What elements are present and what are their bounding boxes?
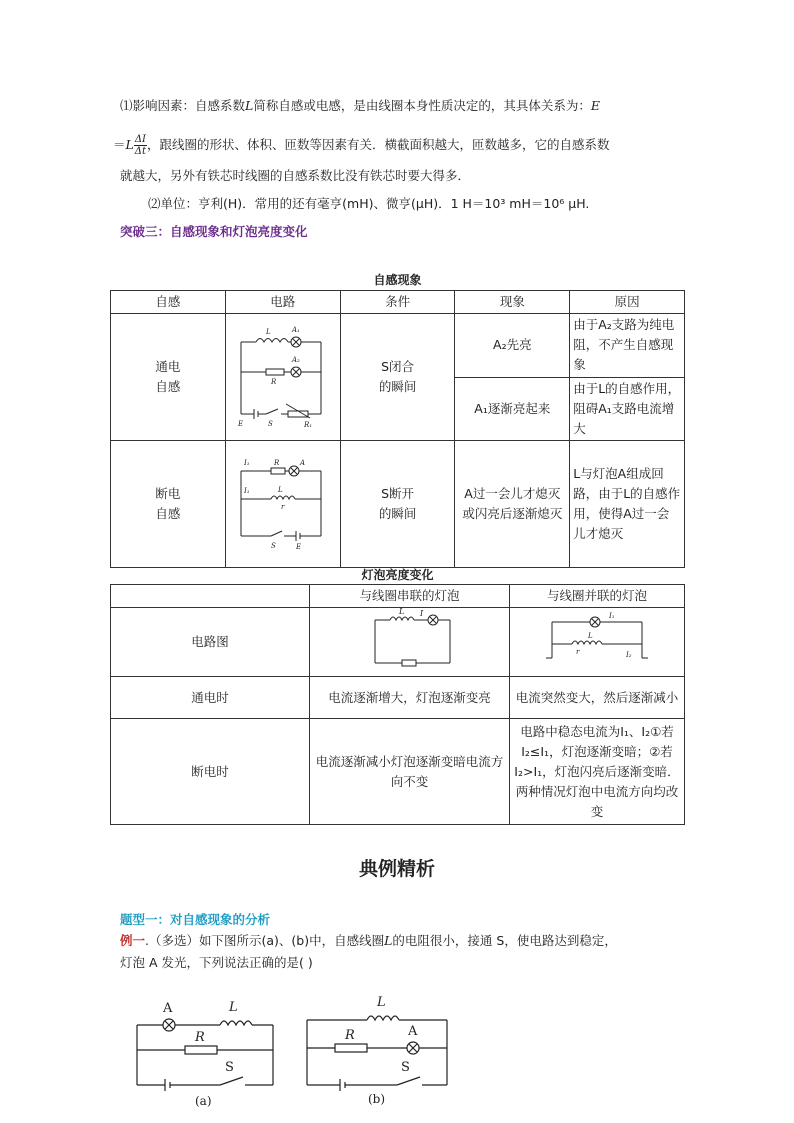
example-figures: [125, 995, 455, 1110]
label-L: L: [588, 632, 594, 640]
condition-open: S断开 的瞬间: [340, 441, 455, 568]
type-title: 题型一：对自感现象的分析: [120, 912, 271, 927]
circuit-power-off-cell: [225, 441, 340, 568]
col-header: 条件: [340, 291, 455, 314]
table1-title: 自感现象: [373, 273, 422, 287]
series-power-off: 电流逐渐减小灯泡逐渐变暗电流方向不变: [310, 719, 510, 825]
fig-a-label-A: A: [163, 1001, 173, 1016]
label-S: S: [271, 542, 277, 550]
cause-a2: 由于A₂支路为纯电阻，不产生自感现象: [570, 314, 685, 378]
circuit-power-on-cell: [225, 314, 340, 441]
col-header: 与线圈并联的灯泡: [509, 585, 684, 608]
fraction-denominator: Δt: [134, 146, 147, 157]
circuit-power-off-diagram: [226, 441, 339, 561]
brightness-table: [110, 584, 685, 825]
fig-b-caption: (b): [368, 1092, 386, 1106]
intro-text: ，跟线圈的形状、体积、匝数等因素有关．横截面积越大，匝数越多，它的自感系数: [147, 137, 610, 152]
label-I1: I₁: [244, 459, 250, 467]
intro-paragraph-2: [113, 134, 683, 157]
cause-a1: 由于L的自感作用，阻碍A₁支路电流增大: [570, 377, 685, 441]
example-text: 灯泡 A 发光，下列说法正确的是( ): [120, 955, 313, 970]
row-type-power-on: 通电 自感: [111, 314, 226, 441]
col-header: [111, 585, 310, 608]
label-r: r: [576, 648, 580, 656]
phenomenon-a2: A₂先亮: [455, 314, 570, 378]
series-power-on: 电流逐渐增大，灯泡逐渐变亮: [310, 677, 510, 719]
fig-a-caption: (a): [195, 1094, 212, 1108]
series-circuit-diagram: [310, 608, 508, 670]
label-S: S: [268, 420, 274, 428]
parallel-circuit-cell: [509, 608, 684, 677]
intro-paragraph-4: ⑵单位：亨利(H)．常用的还有毫亨(mH)、微亨(μH)．1 H＝10³ mH＝10⁶ μH.: [148, 196, 590, 211]
fig-b-label-L: L: [377, 995, 386, 1010]
table2-title: 灯泡亮度变化: [361, 568, 434, 582]
phenomenon-a1: A₁逐渐亮起来: [455, 377, 570, 441]
condition-close: S闭合 的瞬间: [340, 314, 455, 441]
intro-text: 简称自感或电感，是由线圈本身性质决定的，其具体关系为：: [253, 98, 591, 113]
fig-b-label-S: S: [401, 1060, 410, 1075]
symbol-L: L: [384, 933, 393, 948]
label-A1: A₁: [292, 326, 301, 334]
label-R: R: [274, 459, 280, 467]
fig-a-label-R: R: [195, 1030, 205, 1045]
label-I1: I₁: [609, 612, 616, 620]
label-E: E: [238, 420, 244, 428]
phenomenon-off: A过一会儿才熄灭或闪亮后逐渐熄灭: [455, 441, 570, 568]
example-text: .（多选）如下图所示(a)、(b)中，自感线圈: [145, 933, 385, 948]
col-header: 原因: [570, 291, 685, 314]
label-R: R: [271, 378, 277, 386]
fraction-numerator: ΔI: [134, 134, 146, 145]
label-L: L: [399, 608, 405, 616]
fig-b-label-A: A: [408, 1024, 418, 1039]
fig-a-label-S: S: [225, 1060, 234, 1075]
label-r: r: [281, 503, 285, 511]
row-label: 断电时: [111, 719, 310, 825]
col-header: 自感: [111, 291, 226, 314]
intro-paragraph-3: 就越大，另外有铁芯时线圈的自感系数比没有铁芯时要大得多．: [120, 168, 471, 183]
label-A: A: [300, 459, 306, 467]
intro-paragraph-1: [120, 96, 690, 116]
circuit-power-on-diagram: [226, 314, 339, 434]
section-title: 突破三：自感现象和灯泡亮度变化: [120, 224, 308, 239]
col-header: 电路: [225, 291, 340, 314]
col-header: 与线圈串联的灯泡: [310, 585, 510, 608]
fig-a-label-L: L: [229, 1000, 238, 1015]
cause-off: L与灯泡A组成回路，由于L的自感作用，使得A过一会儿才熄灭: [570, 441, 685, 568]
label-I: I: [420, 609, 424, 618]
main-title: 典例精析: [358, 858, 435, 880]
label-L: L: [278, 486, 283, 494]
example-label: 例一: [120, 933, 146, 948]
example-1: [120, 930, 680, 974]
symbol-L: L: [125, 137, 134, 152]
symbol-E: E: [590, 98, 600, 113]
fig-b-label-R: R: [345, 1028, 355, 1043]
row-label: 通电时: [111, 677, 310, 719]
label-I2: I₂: [626, 651, 633, 659]
series-circuit-cell: [310, 608, 510, 677]
example-text: 的电阻很小，接通 S，使电路达到稳定，: [392, 933, 617, 948]
equals-sign: ＝: [113, 137, 126, 152]
row-label: 电路图: [111, 608, 310, 677]
fraction-di-dt: [134, 134, 147, 157]
intro-text: ⑴影响因素：自感系数: [120, 98, 246, 113]
label-E: E: [296, 543, 302, 551]
row-type-power-off: 断电 自感: [111, 441, 226, 568]
label-L: L: [266, 328, 271, 336]
parallel-power-on: 电流突然变大，然后逐渐减小: [509, 677, 684, 719]
symbol-L: L: [245, 98, 254, 113]
self-induction-table: [110, 290, 685, 568]
parallel-circuit-diagram: [510, 608, 683, 670]
parallel-power-off: 电路中稳态电流为I₁、I₂①若I₂≤I₁，灯泡逐渐变暗；②若I₂>I₁，灯泡闪亮后逐渐变暗．两种情况灯泡中电流方向均改变: [509, 719, 684, 825]
label-R1: R₁: [304, 421, 313, 429]
label-A2: A₂: [292, 356, 301, 364]
label-I1: I₁: [244, 487, 250, 495]
col-header: 现象: [455, 291, 570, 314]
